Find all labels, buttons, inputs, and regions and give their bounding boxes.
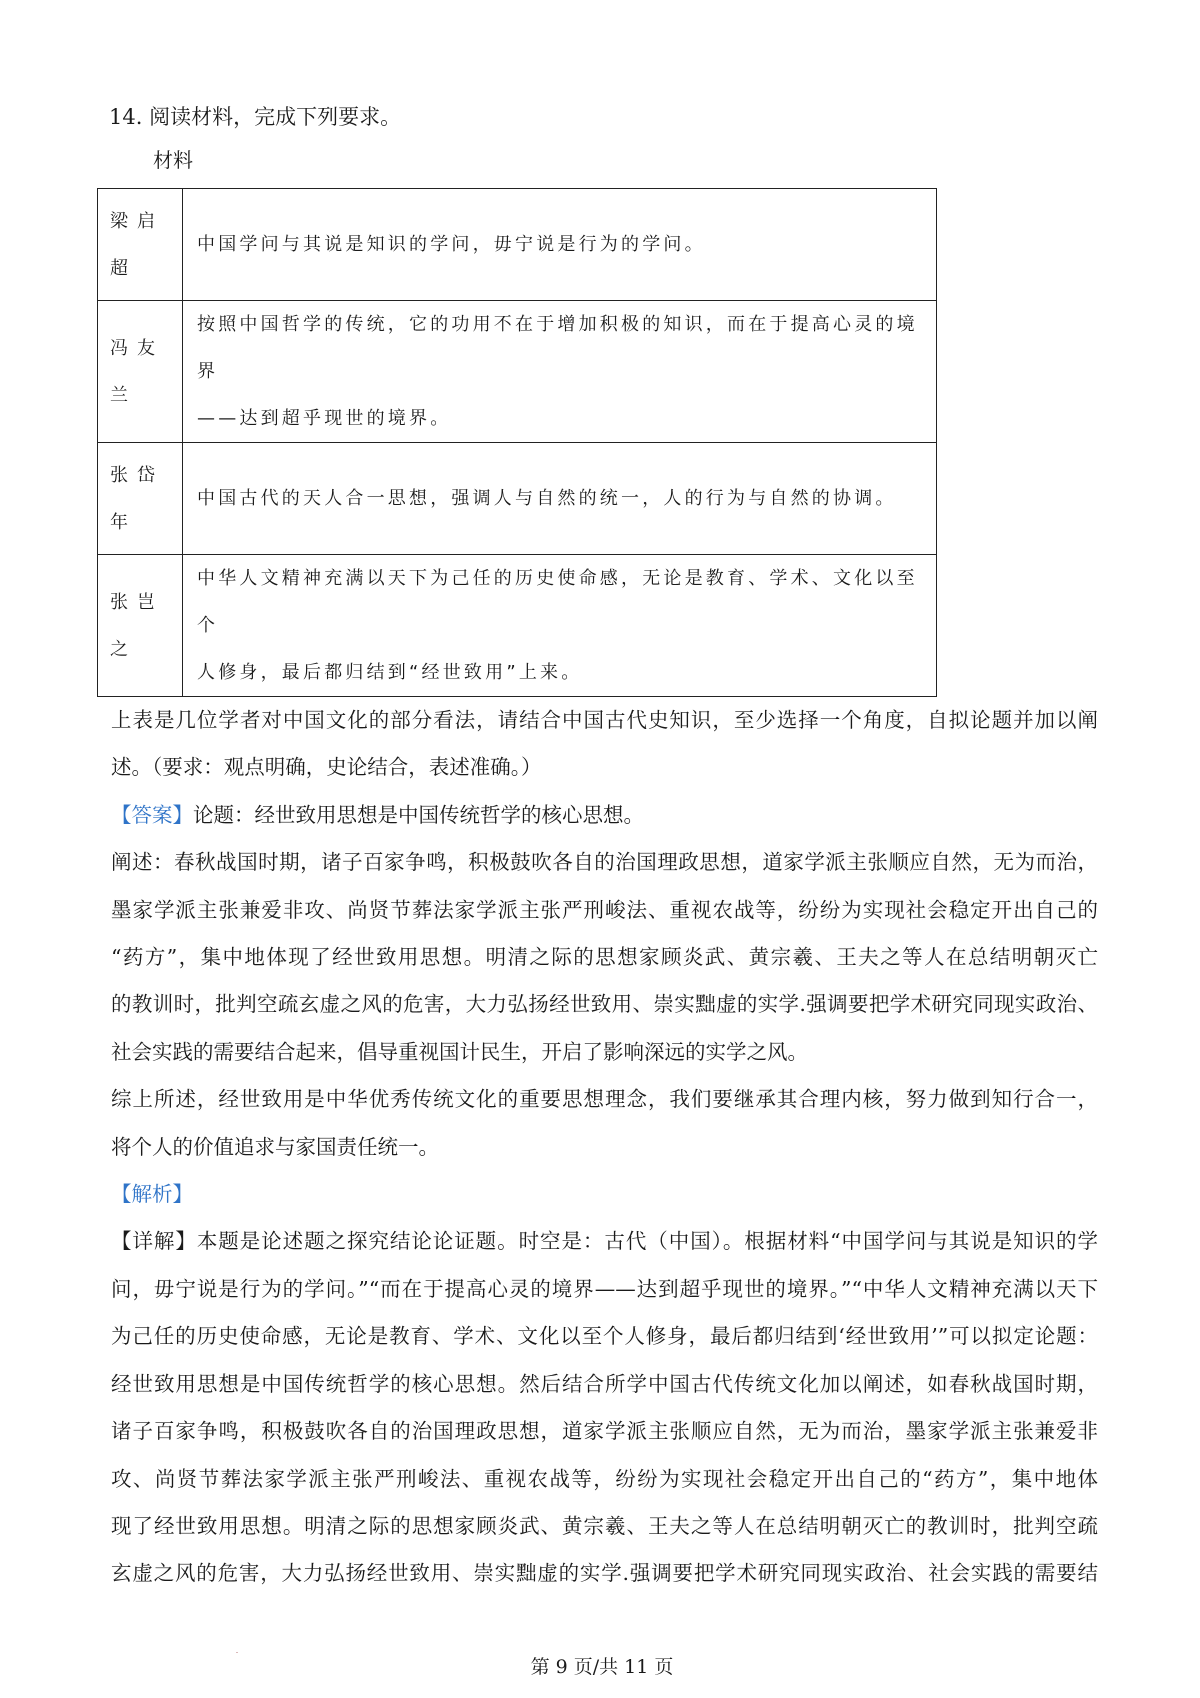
answer-thesis: 论题：经世致用思想是中国传统哲学的核心思想。 <box>193 802 644 827</box>
material-label: 材料 <box>153 148 193 172</box>
elaboration-text: 社会实践的需要结合起来，倡导重视国计民生，开启了影响深远的实学之风。 <box>111 1039 808 1064</box>
quote-text: 按照中国哲学的传统，它的功用不在于增加积极的知识，而在于提高心灵的境界 <box>197 314 918 382</box>
conclusion-text: 将个人的价值追求与家国责任统一。 <box>111 1134 439 1159</box>
conclusion-text: 综上所述，经世致用是中华优秀传统文化的重要思想理念，我们要继承其合理内核，努力做到知行合一， <box>111 1087 1098 1112</box>
prompt-text: 述。（要求：观点明确，史论结合，表述准确。） <box>111 755 542 780</box>
elaboration-text: “药方”，集中地体现了经世致用思想。明清之际的思想家顾炎武、黄宗羲、王夫之等人在总结明朝灭亡 <box>111 945 1098 970</box>
prompt-text: 上表是几位学者对中国文化的部分看法，请结合中国古代史知识，至少选择一个角度，自拟论题并加以阐 <box>111 708 1098 732</box>
quote-text: 中国古代的天人合一思想，强调人与自然的统一，人的行为与自然的协调。 <box>197 488 897 509</box>
page-footer: 第 9 页/共 11 页 <box>530 1656 674 1678</box>
scholar-row <box>98 189 937 301</box>
quote-text: 中华人文精神充满以天下为己任的历史使命感，无论是教育、学术、文化以至个 <box>197 568 918 636</box>
quote-text: ——达到超乎现世的境界。 <box>197 408 452 429</box>
scholar-name: 之 <box>110 638 137 660</box>
detail-text: 问，毋宁说是行为的学问。”“而在于提高心灵的境界——达到超乎现世的境界。”“中华人文精神充满以天下 <box>111 1276 1098 1301</box>
elaboration-text: 墨家学派主张兼爱非攻、尚贤节葬法家学派主张严刑峻法、重视农战等，纷纷为实现社会稳定开出自己的 <box>111 897 1098 922</box>
document-body <box>111 697 1098 1598</box>
detail-text: 玄虚之风的危害，大力弘扬经世致用、崇实黜虚的实学.强调要把学术研究同现实政治、社会实践的需要结 <box>111 1561 1098 1586</box>
quote-text: 中国学问与其说是知识的学问，毋宁说是行为的学问。 <box>197 234 706 255</box>
elaboration-text: 阐述：春秋战国时期，诸子百家争鸣，积极鼓吹各自的治国理政思想，道家学派主张顺应自然，无为而治， <box>111 850 1098 875</box>
question-title: 14. 阅读材料，完成下列要求。 <box>109 105 402 129</box>
detail-text: 经世致用思想是中国传统哲学的核心思想。然后结合所学中国古代传统文化加以阐述，如春秋战国时期， <box>111 1371 1098 1396</box>
scholar-name: 年 <box>110 511 137 533</box>
quote-cell <box>183 555 937 697</box>
scholar-name: 冯友 <box>110 337 164 359</box>
scholar-name: 张岂 <box>110 591 164 613</box>
scholar-row <box>98 443 937 555</box>
detail-label: 【详解】 <box>111 1229 197 1254</box>
scholar-name-cell <box>98 189 183 301</box>
scholar-name: 超 <box>110 257 137 279</box>
scholar-row <box>98 301 937 443</box>
page-footer-area <box>0 1635 1200 1698</box>
detail-text: 攻、尚贤节葬法家学派主张严刑峻法、重视农战等，纷纷为实现社会稳定开出自己的“药方”，集中地体 <box>111 1466 1098 1491</box>
quote-text: 人修身，最后都归结到“经世致用”上来。 <box>197 662 583 683</box>
detail-text: 本题是论述题之探究结论论证题。时空是：古代（中国）。根据材料“中国学问与其说是知识的学 <box>196 1229 1099 1254</box>
scholar-name-cell <box>98 555 183 697</box>
text-line <box>111 1171 1098 1218</box>
quote-cell <box>183 189 937 301</box>
scholar-name: 梁启 <box>110 210 164 232</box>
quote-cell <box>183 301 937 443</box>
scholar-name: 兰 <box>110 384 137 406</box>
detail-text: 诸子百家争鸣，积极鼓吹各自的治国理政思想，道家学派主张顺应自然，无为而治，墨家学派主张兼爱非 <box>111 1419 1098 1444</box>
elaboration-text: 的教训时，批判空疏玄虚之风的危害，大力弘扬经世致用、崇实黜虚的实学.强调要把学术研究同现实政治、 <box>111 992 1098 1017</box>
quote-cell <box>183 443 937 555</box>
scholar-name-cell <box>98 301 183 443</box>
scholar-name-cell <box>98 443 183 555</box>
analysis-label: 【解析】 <box>111 1182 193 1207</box>
text-line <box>111 1218 1098 1265</box>
scholar-row <box>98 555 937 697</box>
detail-text: 为己任的历史使命感，无论是教育、学术、文化以至个人修身，最后都归结到‘经世致用’”可以拟定论题： <box>111 1324 1098 1349</box>
scan-speck <box>236 1652 238 1653</box>
material-table <box>97 188 937 697</box>
detail-text: 现了经世致用思想。明清之际的思想家顾炎武、黄宗羲、王夫之等人在总结明朝灭亡的教训时，批判空疏 <box>111 1513 1098 1538</box>
scholar-name: 张岱 <box>110 464 164 486</box>
answer-label: 【答案】 <box>111 802 193 827</box>
text-line <box>111 792 1098 839</box>
